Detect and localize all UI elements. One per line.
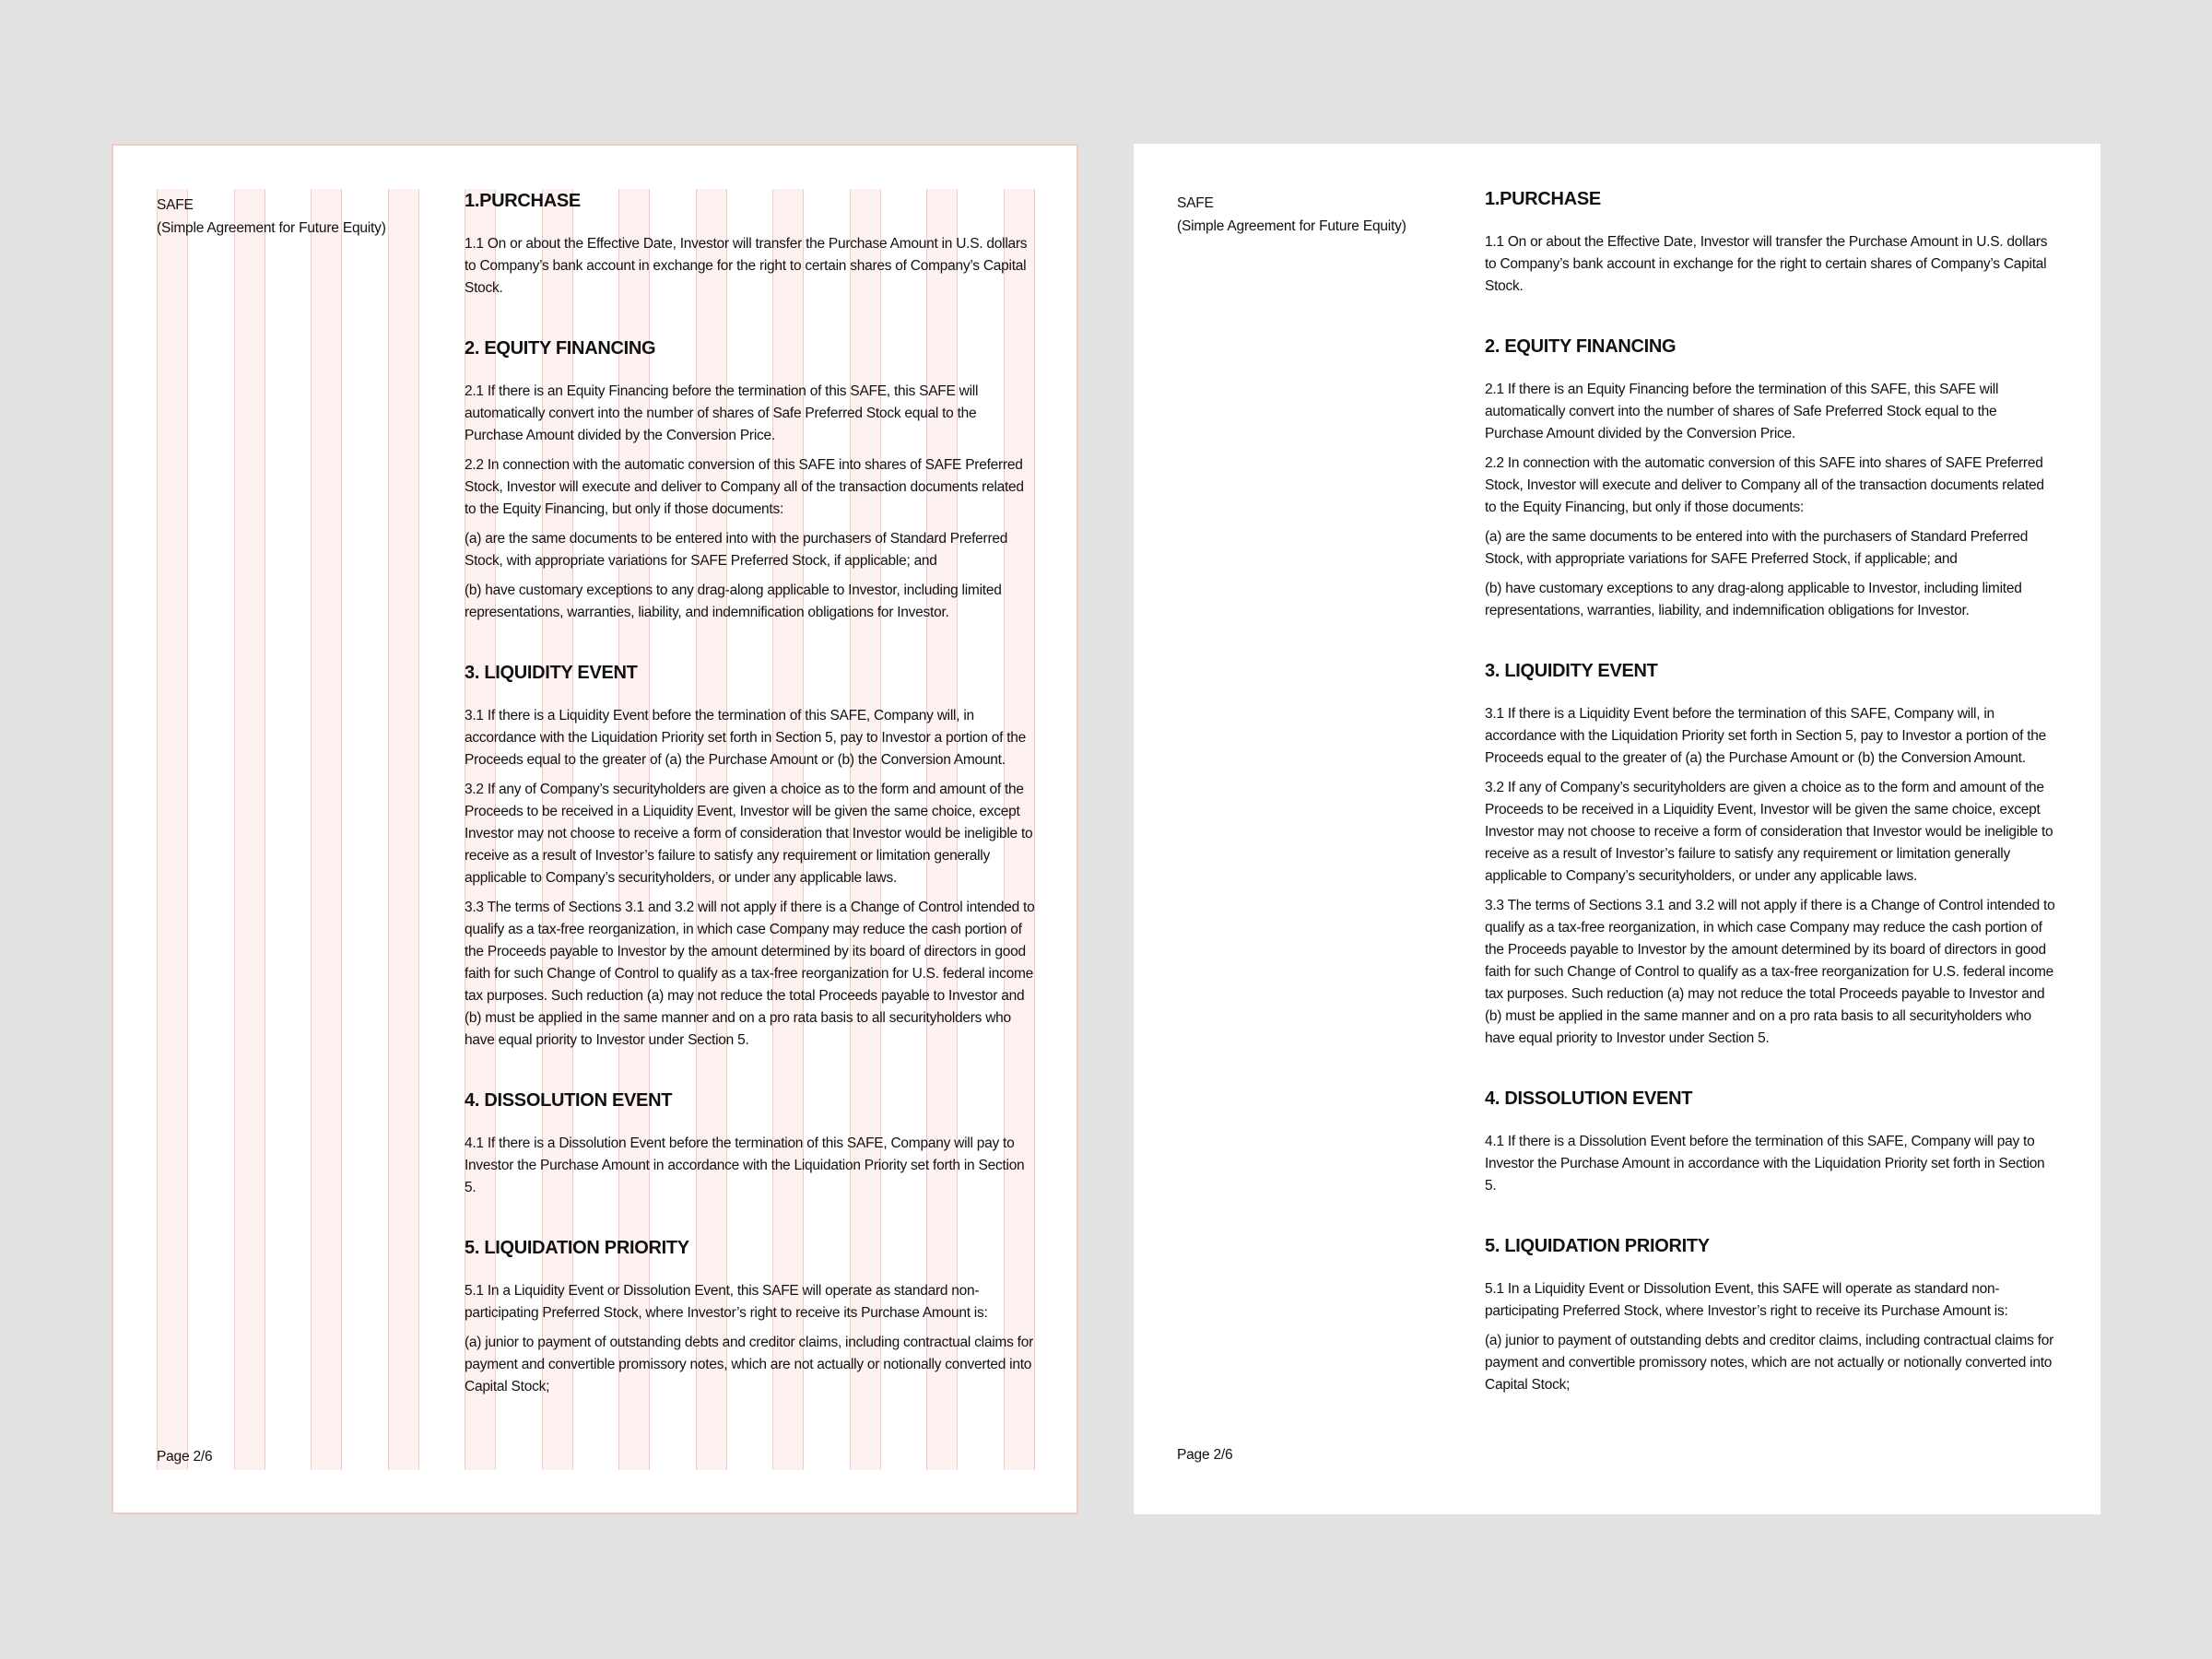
section-heading: 2. EQUITY FINANCING xyxy=(1485,336,1677,357)
section-heading: 1.PURCHASE xyxy=(1485,189,1601,209)
section-purchase xyxy=(1485,187,2058,298)
document-body xyxy=(1485,187,2058,1433)
section-heading: 1.PURCHASE xyxy=(465,191,581,211)
section-paragraph: 3.2 If any of Company’s securityholders are given a choice as to the form and amount of the Proceeds to be received in a Liquidity Event, Investor will be given the same choice, except Investor may not choose to receive a form of consideration that Investor would be ineligible to receive as a result of Investor’s failure to satisfy any requirement or limitation generally applicable to Company’s securityholders, or under any applicable laws. xyxy=(465,782,1033,886)
section-paragraph: 5.1 In a Liquidity Event or Dissolution Event, this SAFE will operate as standard non-participating Preferred Stock, where Investor’s right to receive its Purchase Amount is: xyxy=(465,1283,988,1321)
section-heading: 4. DISSOLUTION EVENT xyxy=(465,1090,673,1111)
section-liquidity-event xyxy=(465,661,1038,1052)
document-body xyxy=(465,189,1038,1435)
section-heading: 5. LIQUIDATION PRIORITY xyxy=(1485,1236,1710,1256)
section-paragraph: 3.1 If there is a Liquidity Event before the termination of this SAFE, Company will, in accordance with the Liquidation Priority set forth in Section 5, pay to Investor a portion of the Proceeds equal to the greater of (a) the Purchase Amount or (b) the Conversion Amount. xyxy=(1485,706,2047,766)
grid-column xyxy=(234,189,265,1470)
grid-column xyxy=(388,189,419,1470)
section-paragraph: (b) have customary exceptions to any drag-along applicable to Investor, including limited representations, warranties, liability, and indemnification obligations for Investor. xyxy=(1485,581,2022,618)
section-equity-financing xyxy=(1485,335,2058,622)
section-paragraph: 3.3 The terms of Sections 3.1 and 3.2 will not apply if there is a Change of Control intended to qualify as a tax-free reorganization, in which case Company may reduce the cash portion of the Proceeds payable to Investor by the amount determined by its board of directors in good faith for such Change of Control to qualify as a tax-free reorganization for U.S. federal income tax purposes. Such reduction (a) may not reduce the total Proceeds payable to Investor and (b) must be applied in the same manner and on a pro rata basis to all securityholders who have equal priority to Investor under Section 5. xyxy=(465,900,1035,1048)
section-paragraph: 2.1 If there is an Equity Financing before the termination of this SAFE, this SAFE will automatically convert into the number of shares of Safe Preferred Stock equal to the Purchase Amount divided by the Conversion Price. xyxy=(1485,382,1999,441)
section-paragraph: 1.1 On or about the Effective Date, Investor will transfer the Purchase Amount in U.S. dollars to Company’s bank account in exchange for the right to certain shares of Company’s Capital Stock. xyxy=(465,236,1028,296)
section-paragraph: 3.1 If there is a Liquidity Event before the termination of this SAFE, Company will, in accordance with the Liquidation Priority set forth in Section 5, pay to Investor a portion of the Proceeds equal to the greater of (a) the Purchase Amount or (b) the Conversion Amount. xyxy=(465,708,1027,768)
document-title: SAFE xyxy=(157,197,194,213)
section-paragraph: 1.1 On or about the Effective Date, Investor will transfer the Purchase Amount in U.S. dollars to Company’s bank account in exchange for the right to certain shares of Company’s Capital Stock. xyxy=(1485,234,2048,294)
section-paragraph: 3.2 If any of Company’s securityholders are given a choice as to the form and amount of the Proceeds to be received in a Liquidity Event, Investor will be given the same choice, except Investor may not choose to receive a form of consideration that Investor would be ineligible to receive as a result of Investor’s failure to satisfy any requirement or limitation generally applicable to Company’s securityholders, or under any applicable laws. xyxy=(1485,780,2053,884)
section-heading: 3. LIQUIDITY EVENT xyxy=(465,663,638,683)
grid-column xyxy=(311,189,342,1470)
section-paragraph: 3.3 The terms of Sections 3.1 and 3.2 will not apply if there is a Change of Control intended to qualify as a tax-free reorganization, in which case Company may reduce the cash portion of the Proceeds payable to Investor by the amount determined by its board of directors in good faith for such Change of Control to qualify as a tax-free reorganization for U.S. federal income tax purposes. Such reduction (a) may not reduce the total Proceeds payable to Investor and (b) must be applied in the same manner and on a pro rata basis to all securityholders who have equal priority to Investor under Section 5. xyxy=(1485,898,2055,1046)
document-subtitle: (Simple Agreement for Future Equity) xyxy=(1177,218,1406,234)
page-with-grid-overlay xyxy=(112,144,1078,1514)
section-liquidation-priority xyxy=(1485,1234,2058,1396)
section-paragraph: 2.1 If there is an Equity Financing before the termination of this SAFE, this SAFE will automatically convert into the number of shares of Safe Preferred Stock equal to the Purchase Amount divided by the Conversion Price. xyxy=(465,383,979,443)
section-heading: 2. EQUITY FINANCING xyxy=(465,338,656,359)
section-heading: 4. DISSOLUTION EVENT xyxy=(1485,1088,1693,1109)
section-paragraph: 5.1 In a Liquidity Event or Dissolution Event, this SAFE will operate as standard non-participating Preferred Stock, where Investor’s right to receive its Purchase Amount is: xyxy=(1485,1281,2008,1319)
section-liquidity-event xyxy=(1485,659,2058,1050)
section-paragraph: 2.2 In connection with the automatic conversion of this SAFE into shares of SAFE Preferred Stock, Investor will execute and deliver to Company all of the transaction documents related to the Equity Financing, but only if those documents: xyxy=(1485,455,2044,515)
page-number: Page 2/6 xyxy=(1177,1447,1233,1463)
section-paragraph: 4.1 If there is a Dissolution Event before the termination of this SAFE, Company will pay to Investor the Purchase Amount in accordance with the Liquidation Priority set forth in Section 5. xyxy=(1485,1134,2045,1194)
section-dissolution-event xyxy=(465,1088,1038,1199)
page-number: Page 2/6 xyxy=(157,1449,213,1465)
page-clean xyxy=(1134,144,2100,1514)
section-paragraph: 4.1 If there is a Dissolution Event before the termination of this SAFE, Company will pay to Investor the Purchase Amount in accordance with the Liquidation Priority set forth in Section 5. xyxy=(465,1135,1025,1195)
section-paragraph: (a) are the same documents to be entered into with the purchasers of Standard Preferred Stock, with appropriate variations for SAFE Preferred Stock, if applicable; and xyxy=(1485,529,2029,567)
section-dissolution-event xyxy=(1485,1087,2058,1197)
section-heading: 5. LIQUIDATION PRIORITY xyxy=(465,1238,689,1258)
document-header xyxy=(157,194,386,240)
section-purchase xyxy=(465,189,1038,300)
section-paragraph: (a) junior to payment of outstanding debts and creditor claims, including contractual claims for payment and convertible promissory notes, which are not actually or notionally converted into Capital Stock; xyxy=(1485,1333,2053,1393)
section-paragraph: (a) junior to payment of outstanding debts and creditor claims, including contractual claims for payment and convertible promissory notes, which are not actually or notionally converted into Capital Stock; xyxy=(465,1335,1033,1394)
grid-column xyxy=(157,189,188,1470)
section-liquidation-priority xyxy=(465,1236,1038,1398)
section-equity-financing xyxy=(465,336,1038,624)
document-header xyxy=(1177,192,1406,238)
document-title: SAFE xyxy=(1177,195,1214,211)
section-paragraph: (a) are the same documents to be entered into with the purchasers of Standard Preferred Stock, with appropriate variations for SAFE Preferred Stock, if applicable; and xyxy=(465,531,1008,569)
section-heading: 3. LIQUIDITY EVENT xyxy=(1485,661,1658,681)
section-paragraph: (b) have customary exceptions to any drag-along applicable to Investor, including limited representations, warranties, liability, and indemnification obligations for Investor. xyxy=(465,582,1002,620)
document-subtitle: (Simple Agreement for Future Equity) xyxy=(157,220,386,236)
section-paragraph: 2.2 In connection with the automatic conversion of this SAFE into shares of SAFE Preferred Stock, Investor will execute and deliver to Company all of the transaction documents related to the Equity Financing, but only if those documents: xyxy=(465,457,1024,517)
